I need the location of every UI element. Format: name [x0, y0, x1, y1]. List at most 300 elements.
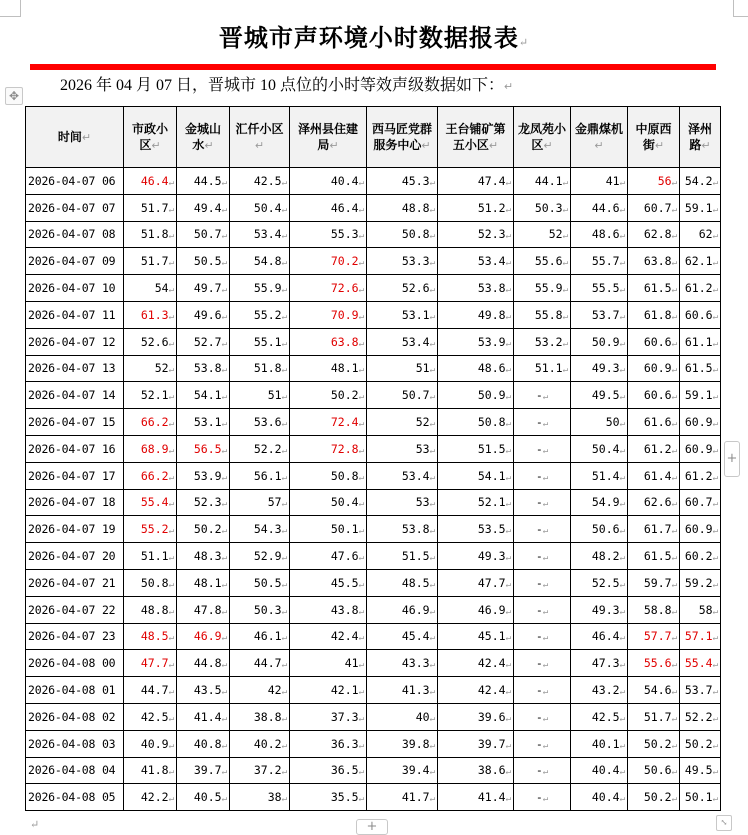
column-header-label: 龙凤苑小区	[517, 121, 566, 152]
value-cell	[124, 784, 177, 811]
cell-value: 38	[267, 790, 282, 805]
paragraph-mark-icon: ↵	[221, 633, 227, 644]
paragraph-mark-icon: ↵	[542, 740, 549, 751]
table-row	[26, 301, 721, 328]
value-cell	[680, 168, 721, 195]
column-header-label: 泽州路	[687, 121, 712, 152]
paragraph-mark-icon: ↵	[358, 445, 364, 456]
cell-value: 62	[698, 227, 713, 242]
value-cell	[680, 677, 721, 704]
paragraph-mark-icon: ↵	[505, 472, 511, 483]
cell-value: 41.8	[140, 763, 169, 778]
time-cell	[26, 462, 124, 489]
cell-value: -	[535, 736, 543, 751]
time-cell	[26, 623, 124, 650]
value-cell	[177, 489, 230, 516]
time-value: 2026-04-07 11	[28, 307, 116, 322]
value-cell	[290, 462, 367, 489]
paragraph-mark-icon: ↵	[542, 499, 549, 510]
paragraph-mark-icon: ↵	[168, 445, 174, 456]
paragraph-mark-icon: ↵	[281, 553, 287, 564]
value-cell	[628, 435, 680, 462]
value-cell	[177, 435, 230, 462]
time-cell	[26, 730, 124, 757]
table-body	[26, 168, 721, 811]
cell-value: 59.7	[643, 575, 672, 590]
value-cell	[290, 382, 367, 409]
value-cell	[230, 784, 290, 811]
value-cell	[177, 569, 230, 596]
paragraph-mark-icon: ↵	[542, 767, 549, 778]
paragraph-mark-icon: ↵	[619, 499, 625, 510]
time-cell	[26, 248, 124, 275]
value-cell	[177, 784, 230, 811]
value-cell	[177, 703, 230, 730]
paragraph-mark-icon: ↵	[542, 633, 549, 644]
cell-value: 55.9	[534, 281, 563, 296]
paragraph-mark-icon: ↵	[221, 338, 227, 349]
cell-value: 50.3	[534, 200, 563, 215]
cell-value: 52.9	[253, 549, 282, 564]
value-cell	[628, 409, 680, 436]
cell-value: 41	[605, 173, 620, 188]
cell-value: 44.8	[193, 656, 222, 671]
column-header-label: 时间	[57, 129, 82, 144]
cell-value: 53.4	[401, 468, 430, 483]
cell-value: 61.8	[643, 307, 672, 322]
value-cell	[367, 328, 438, 355]
value-cell	[230, 730, 290, 757]
cell-value: 49.8	[477, 307, 506, 322]
cell-value: 50.8	[140, 575, 169, 590]
paragraph-mark-icon: ↵	[221, 258, 227, 269]
value-cell	[680, 328, 721, 355]
cell-value: 48.5	[140, 629, 169, 644]
cell-value: 48.8	[401, 200, 430, 215]
table-row	[26, 355, 721, 382]
value-cell	[514, 462, 571, 489]
paragraph-mark-icon: ↵	[358, 713, 364, 724]
cell-value: -	[535, 495, 543, 510]
cell-value: 48.1	[193, 575, 222, 590]
table-row	[26, 677, 721, 704]
value-cell	[124, 623, 177, 650]
paragraph-mark-icon: ↵	[221, 472, 227, 483]
paragraph-mark-icon: ↵	[562, 231, 568, 242]
paragraph-mark-icon: ↵	[712, 553, 718, 564]
value-cell	[367, 730, 438, 757]
paragraph-mark-icon: ↵	[168, 606, 174, 617]
cell-value: 55.5	[591, 281, 620, 296]
value-cell	[514, 677, 571, 704]
cell-value: 45.4	[401, 629, 430, 644]
time-cell	[26, 703, 124, 730]
value-cell	[438, 623, 514, 650]
table-row	[26, 623, 721, 650]
paragraph-mark-icon: ↵	[619, 579, 625, 590]
cell-value: 47.7	[477, 575, 506, 590]
cell-value: 43.5	[193, 683, 222, 698]
cell-value: 60.7	[684, 495, 713, 510]
value-cell	[628, 650, 680, 677]
cell-value: 50.7	[401, 388, 430, 403]
table-row	[26, 650, 721, 677]
value-cell	[628, 596, 680, 623]
value-cell	[177, 275, 230, 302]
value-cell	[628, 757, 680, 784]
paragraph-mark-icon: ↵	[505, 365, 511, 376]
cell-value: 66.2	[140, 468, 169, 483]
cell-value: 51.5	[401, 549, 430, 564]
cell-value: 53.8	[477, 281, 506, 296]
paragraph-mark-icon: ↵	[505, 338, 511, 349]
paragraph-mark-icon: ↵	[429, 472, 435, 483]
paragraph-mark-icon: ↵	[281, 526, 287, 537]
paragraph-mark-icon: ↵	[671, 579, 677, 590]
paragraph-mark-icon: ↵	[562, 365, 568, 376]
value-cell	[680, 784, 721, 811]
value-cell	[290, 435, 367, 462]
value-cell	[571, 248, 628, 275]
value-cell	[124, 543, 177, 570]
cell-value: 50.2	[643, 790, 672, 805]
page-corner-mark-left	[0, 0, 21, 17]
cell-value: 53.7	[591, 307, 620, 322]
paragraph-mark-icon: ↵	[358, 526, 364, 537]
column-header	[230, 107, 290, 168]
paragraph-mark-icon: ↵	[619, 660, 625, 671]
paragraph-mark-icon: ↵	[712, 579, 718, 590]
value-cell	[367, 543, 438, 570]
paragraph-mark-icon: ↵	[654, 138, 665, 152]
cell-value: 53.8	[193, 361, 222, 376]
cell-value: 48.5	[401, 575, 430, 590]
paragraph-mark-icon: ↵	[221, 204, 227, 215]
cell-value: 53.3	[401, 254, 430, 269]
value-cell	[628, 462, 680, 489]
paragraph-mark-icon: ↵	[281, 660, 287, 671]
value-cell	[628, 168, 680, 195]
cell-value: 51.4	[591, 468, 620, 483]
value-cell	[290, 784, 367, 811]
paragraph-mark-icon: ↵	[671, 740, 677, 751]
value-cell	[571, 301, 628, 328]
paragraph-mark-icon: ↵	[358, 472, 364, 483]
paragraph-mark-icon: ↵	[429, 633, 435, 644]
table-row	[26, 382, 721, 409]
cell-value: 62.6	[643, 495, 672, 510]
paragraph-mark-icon: ↵	[281, 177, 287, 188]
red-divider	[30, 64, 716, 70]
value-cell	[367, 703, 438, 730]
value-cell	[680, 569, 721, 596]
value-cell	[367, 677, 438, 704]
value-cell	[177, 462, 230, 489]
cell-value: 60.6	[643, 388, 672, 403]
table-row	[26, 784, 721, 811]
cell-value: 42.5	[591, 709, 620, 724]
paragraph-mark-icon: ↵	[671, 606, 677, 617]
cell-value: 59.1	[684, 388, 713, 403]
cell-value: 39.4	[401, 763, 430, 778]
cell-value: 54.8	[253, 254, 282, 269]
value-cell	[514, 328, 571, 355]
time-cell	[26, 409, 124, 436]
paragraph-mark-icon: ↵	[358, 767, 364, 778]
paragraph-mark-icon: ↵	[619, 633, 625, 644]
cell-value: 68.9	[140, 441, 169, 456]
cell-value: -	[535, 763, 543, 778]
paragraph-mark-icon: ↵	[429, 767, 435, 778]
paragraph-mark-icon: ↵	[505, 633, 511, 644]
cell-value: 42.5	[140, 709, 169, 724]
column-header-label: 西马匠党群服务中心	[371, 121, 432, 152]
cell-value: 40.8	[193, 736, 222, 751]
paragraph-mark-icon: ↵	[358, 338, 364, 349]
paragraph-mark-icon: ↵	[542, 606, 549, 617]
paragraph-mark-icon: ↵	[671, 419, 677, 430]
cell-value: 54	[154, 281, 169, 296]
value-cell	[514, 784, 571, 811]
paragraph-mark-icon: ↵	[505, 740, 511, 751]
paragraph-mark-icon: ↵	[429, 365, 435, 376]
paragraph-mark-icon: ↵	[671, 472, 677, 483]
cell-value: 49.6	[193, 307, 222, 322]
value-cell	[367, 382, 438, 409]
time-value: 2026-04-07 07	[28, 200, 116, 215]
cell-value: 53.7	[684, 683, 713, 698]
cell-value: 60.9	[684, 415, 713, 430]
cell-value: 42	[267, 683, 282, 698]
paragraph-mark-icon: ↵	[281, 311, 287, 322]
table-row	[26, 596, 721, 623]
cell-value: 41.7	[401, 790, 430, 805]
paragraph-mark-icon: ↵	[505, 713, 511, 724]
paragraph-mark-icon: ↵	[429, 553, 435, 564]
paragraph-mark-icon: ↵	[281, 687, 287, 698]
value-cell	[571, 409, 628, 436]
value-cell	[628, 569, 680, 596]
paragraph-mark-icon: ↵	[429, 687, 435, 698]
value-cell	[367, 650, 438, 677]
value-cell	[571, 328, 628, 355]
cell-value: 39.7	[477, 736, 506, 751]
cell-value: 47.7	[140, 656, 169, 671]
cell-value: 50.9	[591, 334, 620, 349]
cell-value: 41.4	[193, 709, 222, 724]
intro-text: 2026 年 04 月 07 日，晋城市 10 点位的小时等效声级数据如下：	[60, 77, 505, 94]
cell-value: 56	[657, 173, 672, 188]
paragraph-mark-icon: ↵	[168, 419, 174, 430]
cell-value: 53.4	[477, 254, 506, 269]
cell-value: 44.1	[534, 173, 563, 188]
value-cell	[367, 784, 438, 811]
paragraph-mark-icon: ↵	[712, 204, 718, 215]
paragraph-mark-icon: ↵	[429, 311, 435, 322]
column-header-label: 金鼎煤机	[574, 121, 623, 136]
cell-value: 56.1	[253, 468, 282, 483]
cell-value: 60.7	[643, 200, 672, 215]
paragraph-mark-icon: ↵	[505, 687, 511, 698]
paragraph-mark-icon: ↵	[429, 258, 435, 269]
time-cell	[26, 596, 124, 623]
value-cell	[367, 301, 438, 328]
paragraph-mark-icon: ↵	[542, 553, 549, 564]
column-header	[438, 107, 514, 168]
add-row-button[interactable]: +	[724, 441, 740, 477]
paragraph-mark-icon: ↵	[562, 258, 568, 269]
paragraph-mark-icon: ↵	[429, 740, 435, 751]
cell-value: 41.4	[477, 790, 506, 805]
value-cell	[367, 489, 438, 516]
paragraph-mark-icon: ↵	[619, 740, 625, 751]
paragraph-mark-icon: ↵	[712, 392, 718, 403]
value-cell	[124, 194, 177, 221]
value-cell	[124, 596, 177, 623]
paragraph-mark-icon: ↵	[505, 204, 511, 215]
paragraph-mark-icon: ↵	[281, 285, 287, 296]
value-cell	[438, 194, 514, 221]
paragraph-mark-icon: ↵	[168, 338, 174, 349]
paragraph-mark-icon: ↵	[505, 767, 511, 778]
value-cell	[514, 355, 571, 382]
value-cell	[177, 194, 230, 221]
column-header-label: 泽州县住建局	[297, 121, 358, 152]
cell-value: 47.3	[591, 656, 620, 671]
cell-value: 53.4	[401, 334, 430, 349]
value-cell	[571, 757, 628, 784]
cell-value: 50.6	[643, 763, 672, 778]
paragraph-mark-icon: ↵	[505, 311, 511, 322]
value-cell	[571, 168, 628, 195]
value-cell	[680, 382, 721, 409]
cell-value: 48.3	[193, 549, 222, 564]
value-cell	[680, 409, 721, 436]
paragraph-mark-icon: ↵	[281, 499, 287, 510]
time-value: 2026-04-07 06	[28, 173, 116, 188]
value-cell	[177, 596, 230, 623]
value-cell	[438, 516, 514, 543]
column-header	[628, 107, 680, 168]
cell-value: 52.6	[401, 281, 430, 296]
cell-value: -	[535, 709, 543, 724]
time-cell	[26, 435, 124, 462]
value-cell	[290, 301, 367, 328]
value-cell	[290, 409, 367, 436]
paragraph-mark-icon: ↵	[671, 713, 677, 724]
paragraph-mark-icon: ↵	[168, 258, 174, 269]
value-cell	[367, 569, 438, 596]
time-value: 2026-04-07 15	[28, 415, 116, 430]
cell-value: 47.8	[193, 602, 222, 617]
cell-value: 52.3	[477, 227, 506, 242]
table-move-handle-icon[interactable]: ✥	[5, 87, 23, 105]
value-cell	[628, 730, 680, 757]
table-row	[26, 221, 721, 248]
value-cell	[124, 328, 177, 355]
paragraph-mark-icon: ↵	[712, 606, 718, 617]
cell-value: 36.3	[330, 736, 359, 751]
paragraph-mark-icon: ↵	[358, 687, 364, 698]
paragraph-mark-icon: ↵	[542, 713, 549, 724]
value-cell	[290, 623, 367, 650]
value-cell	[438, 730, 514, 757]
cell-value: 53.2	[534, 334, 563, 349]
value-cell	[628, 623, 680, 650]
paragraph-mark-icon: ↵	[358, 660, 364, 671]
paragraph-mark-icon: ↵	[671, 553, 677, 564]
paragraph-mark-icon: ↵	[221, 392, 227, 403]
cell-value: 50.6	[591, 522, 620, 537]
table-row	[26, 168, 721, 195]
value-cell	[680, 516, 721, 543]
time-value: 2026-04-08 05	[28, 790, 116, 805]
paragraph-mark-icon: ↵	[619, 606, 625, 617]
cell-value: 70.9	[330, 307, 359, 322]
cell-value: -	[535, 388, 543, 403]
value-cell	[514, 623, 571, 650]
paragraph-mark-icon: ↵	[221, 740, 227, 751]
time-value: 2026-04-07 22	[28, 602, 116, 617]
paragraph-mark-icon: ↵	[619, 794, 625, 805]
cell-value: 50.9	[477, 388, 506, 403]
cell-value: 40	[415, 709, 430, 724]
paragraph-mark-icon: ↵	[542, 687, 549, 698]
paragraph-mark-icon: ↵	[221, 660, 227, 671]
cell-value: 61.3	[140, 307, 169, 322]
cell-value: 53.4	[253, 227, 282, 242]
cell-value: 55.1	[253, 334, 282, 349]
cell-value: 53.8	[401, 522, 430, 537]
cell-value: 49.3	[477, 549, 506, 564]
add-column-button[interactable]: +	[356, 819, 388, 835]
cell-value: 55.8	[534, 307, 563, 322]
paragraph-mark-icon: ↵	[671, 499, 677, 510]
value-cell	[290, 650, 367, 677]
cell-value: 54.3	[253, 522, 282, 537]
paragraph-mark-icon: ↵	[712, 177, 718, 188]
paragraph-mark-icon: ↵	[421, 138, 431, 152]
time-value: 2026-04-07 17	[28, 468, 116, 483]
table-row	[26, 248, 721, 275]
paragraph-mark-icon: ↵	[542, 472, 549, 483]
value-cell	[571, 677, 628, 704]
value-cell	[514, 409, 571, 436]
time-cell	[26, 301, 124, 328]
paragraph-mark-icon: ↵	[542, 794, 549, 805]
value-cell	[367, 462, 438, 489]
cell-value: 52.1	[140, 388, 169, 403]
value-cell	[177, 730, 230, 757]
value-cell	[680, 489, 721, 516]
value-cell	[230, 409, 290, 436]
paragraph-mark-icon: ↵	[619, 392, 625, 403]
cell-value: 51	[415, 361, 430, 376]
cell-value: 55.3	[330, 227, 359, 242]
table-row	[26, 703, 721, 730]
value-cell	[230, 569, 290, 596]
table-row	[26, 409, 721, 436]
cell-value: 59.1	[684, 200, 713, 215]
column-header-label: 王台铺矿第五小区	[445, 121, 506, 152]
value-cell	[438, 677, 514, 704]
table-resize-handle-icon[interactable]: ⤡	[716, 815, 732, 831]
value-cell	[438, 703, 514, 730]
table-row	[26, 757, 721, 784]
cell-value: 42.1	[330, 683, 359, 698]
value-cell	[514, 596, 571, 623]
paragraph-mark-icon: ↵	[562, 311, 568, 322]
